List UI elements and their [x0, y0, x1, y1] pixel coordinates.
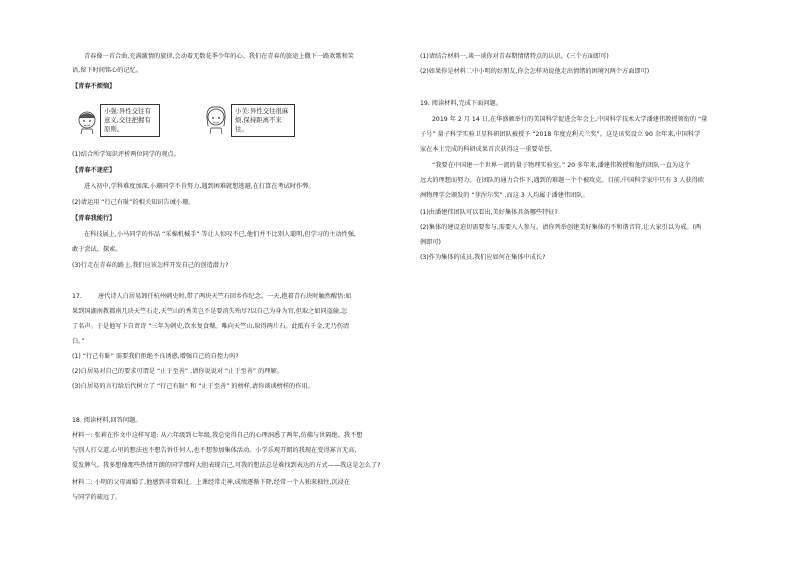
intro-line-1: 青春像一首合曲,充满激情的旋律,会动着无数花季少年的心。我们在青春的旅途上撒下一路欢歌和笑 — [84, 53, 354, 60]
boy-face-icon — [76, 108, 98, 136]
q17-number: 17. — [72, 293, 82, 300]
section-3-paragraph-line-1: 在科技展上,小马同学的作品 “采棉机械手” 等让人惊叹不已,他们并不比别人聪明,但学习的主动性强, — [84, 231, 356, 238]
q18-material-1-line-1: 材料一: 张莉在作文中这样写道: 从六年级到七年级,我总觉得自己的心理洞悉了两年,仿佛与世隔绝。我不想 — [72, 432, 363, 439]
section-2-paragraph: 进入初中,学科难度加深,小珊同学不肯努力,遇到困难就想逃避,在打算在考试时作弊。 — [84, 183, 315, 190]
q19-paragraph-line-5: 远大的理想而努力。在团队的通力合作下,遇到的难题一个个被攻克。目前,中国科学家中只有 3 人获得欧 — [420, 177, 705, 184]
girl-face-icon — [203, 104, 229, 136]
q18-material-1-line-3: 爱发脾气。我多想像那些热情开朗的同学那样大胆表现自己,可我的想法总是难找到表达的方式——我这是怎么了? — [72, 462, 381, 469]
q16-part-2: (2)请运用 “行己有耻”的相关知识告诫小珊。 — [72, 199, 195, 206]
q17-paragraph-line-3: 了名声。于是他写下自责诗 “三年为刺史,饮水复食蘖。唯向天竺山,取得两片石。此抵有千金,无乃伤清 — [72, 323, 350, 330]
q18-material-2-line-2: 与同学的疏远了。 — [72, 494, 122, 501]
q18-material-2-line-1: 材料二: 小明的父母离婚了,他感到非常难过。上课经常走神,成绩逐渐下降,经常一个人独来独往,沉浸在 — [72, 479, 350, 486]
section-heading-youth-i-can: 【青春我能行】 — [72, 215, 116, 222]
q16-part-3: (3)行走在青春的路上,我们应该怎样开发自己的创造潜力? — [72, 262, 229, 269]
section-3-paragraph-line-2: 敢于尝试、探索。 — [72, 246, 122, 253]
q18-part-1: (1)请结合材料一,谈一谈你对青春期情绪特点的认识。(三个方面即可) — [420, 53, 609, 60]
q19-paragraph-line-6: 洲物理学会颁发的 “菲涅尔奖” ,而这 3 人均属于潘建伟团队。 — [420, 192, 589, 199]
q17-part-1: (1) “行己有耻” 需要我们拒绝不良诱惑,增强自己的自控力吗? — [72, 353, 239, 360]
q19-part-2-line-1: (2)集体的建设迫切需要参与,需要人人参与。请你列举创建美好集体的不和谐音符,让大家引以为戒。(两 — [420, 224, 702, 231]
q17-part-2: (2)白居易对自己的要求可谓是 “止于至善” ,请你说说对 “止于至善” 的理解。 — [72, 368, 283, 375]
q19-part-2-line-2: 例即可) — [420, 239, 441, 246]
q17-paragraph-line-1: 唐代诗人白居易卸任杭州刺史时,带了两块天竺石回乡作纪念。一天,抱着青石块时触然醒悟:如 — [98, 293, 352, 300]
q19-title: 19. 阅读材料,完成下面问题。 — [420, 100, 502, 107]
section-heading-youth-no-worry: 【青春不烦恼】 — [72, 83, 116, 90]
q16-part-1: (1)结合所学知识评析两位同学的观点。 — [72, 151, 180, 158]
q17-part-3: (3)白居易的言行给后代树立了 “行己有耻” 和 “止于至善” 的榜样,请你谈谈榜样的作用。 — [72, 383, 314, 390]
q19-paragraph-line-3: 家在本土完成的科研成果首次获得这一重要荣誉。 — [420, 146, 557, 153]
q18-material-1-line-2: 与别人打交道,心里的想法也不想告诉任何人,也不想参加集体活动。小学乐观开朗的我现在变得寡言无高, — [72, 447, 357, 454]
speech-bubble-xiaomei: 小美:异性交往很麻烦,保持距离不来往。 — [231, 104, 295, 137]
q19-paragraph-line-4: “我要在中国建一个世界一流的量子物理实验室。” 20 多年来,潘建伟教授和他的团队一直为这个 — [432, 162, 691, 169]
q19-part-3: (3)作为集体的成员,我们应如何在集体中成长? — [420, 254, 546, 261]
q18-part-2: (2)如果你是材料二中小明的好朋友,你会怎样劝说他走出情绪的困境?(两个方面即可) — [420, 68, 650, 75]
q19-paragraph-line-2: 子号” 量子科学实验卫星科研团队被授予 “2018 年度克利夫兰奖”。这是该奖设立 90 余年来,中国科学 — [420, 131, 701, 138]
q17-paragraph-line-4: 白。” — [72, 338, 85, 345]
q17-paragraph-line-2: 果到国湖南教都南几块天竺石走,天竺山的秀美岂不是要消失殆尽?以自己为身为官,但取之如同盗偷,怎 — [72, 308, 348, 315]
q18-title: 18. 阅读材料,回答问题。 — [72, 417, 142, 424]
section-heading-youth-no-confusion: 【青春不迷茫】 — [72, 167, 116, 174]
intro-line-2: 语,留下时间铭心的记忆。 — [72, 67, 143, 74]
speech-bubble-xiaoqiang: 小强:异性交往有意义,交往把握有原则。 — [100, 104, 160, 137]
q19-part-1: (1)由潘建伟团队可以看出,美好集体具备哪些特征? — [420, 209, 558, 216]
q19-paragraph-line-1: 2019 年 2 月 14 日,在华盛顿举行的美国科学促进会年会上,中国科学技术大学潘建伟教授领衔的 “量 — [432, 116, 708, 123]
